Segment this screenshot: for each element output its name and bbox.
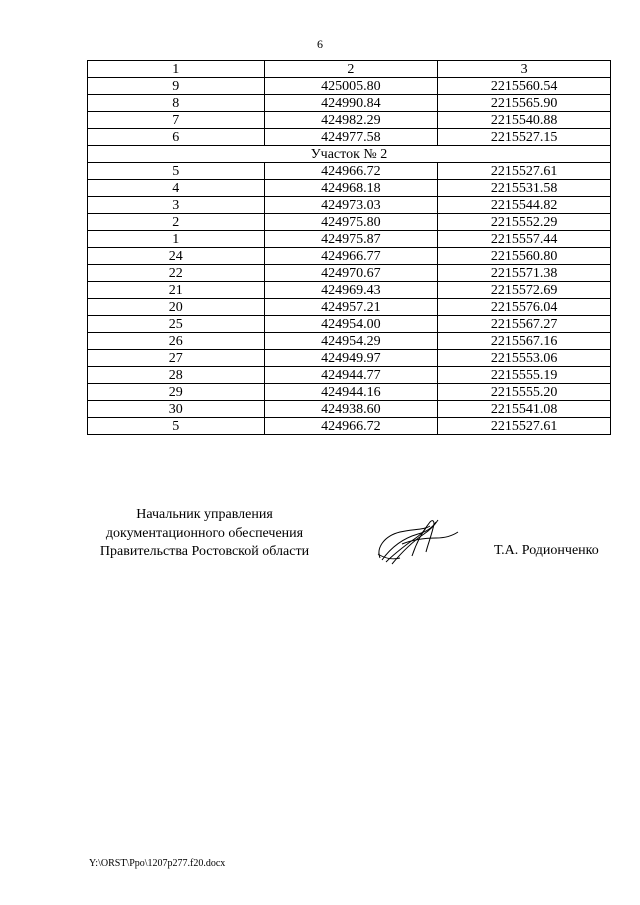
table-row [88, 401, 611, 418]
y-coordinate-cell: 2215552.29 [438, 214, 611, 231]
x-coordinate-cell: 424975.87 [264, 231, 438, 248]
table-row [88, 299, 611, 316]
section-row [88, 146, 611, 163]
x-coordinate-cell: 424944.16 [264, 384, 438, 401]
x-coordinate-cell: 424977.58 [264, 129, 438, 146]
y-coordinate-cell: 2215541.08 [438, 401, 611, 418]
x-coordinate-cell: 2 [264, 61, 438, 78]
y-coordinate-cell: 2215527.61 [438, 163, 611, 180]
signer-position-line: Правительства Ростовской области [99, 544, 310, 559]
y-coordinate-cell: 2215560.80 [438, 248, 611, 265]
x-coordinate-cell: 424969.43 [264, 282, 438, 299]
x-coordinate-cell: 424949.97 [264, 350, 438, 367]
y-coordinate-cell: 2215572.69 [438, 282, 611, 299]
table-row [88, 350, 611, 367]
point-number-cell: 5 [88, 418, 265, 435]
y-coordinate-cell: 2215555.19 [438, 367, 611, 384]
table-row [88, 95, 611, 112]
point-number-cell: 5 [88, 163, 265, 180]
x-coordinate-cell: 424966.72 [264, 418, 438, 435]
y-coordinate-cell: 2215531.58 [438, 180, 611, 197]
table-row [88, 248, 611, 265]
point-number-cell: 2 [88, 214, 265, 231]
coordinates-table [87, 60, 611, 435]
x-coordinate-cell: 424966.72 [264, 163, 438, 180]
point-number-cell: 6 [88, 129, 265, 146]
y-coordinate-cell: 2215553.06 [438, 350, 611, 367]
table-row [88, 78, 611, 95]
y-coordinate-cell: 2215576.04 [438, 299, 611, 316]
x-coordinate-cell: 425005.80 [264, 78, 438, 95]
table-row [88, 129, 611, 146]
point-number-cell: 26 [88, 333, 265, 350]
point-number-cell: 1 [88, 231, 265, 248]
point-number-cell: 30 [88, 401, 265, 418]
x-coordinate-cell: 424982.29 [264, 112, 438, 129]
y-coordinate-cell: 2215527.15 [438, 129, 611, 146]
point-number-cell: 8 [88, 95, 265, 112]
table-row [88, 163, 611, 180]
point-number-cell: 22 [88, 265, 265, 282]
table-row [88, 197, 611, 214]
point-number-cell: 7 [88, 112, 265, 129]
point-number-cell: 9 [88, 78, 265, 95]
y-coordinate-cell: 2215557.44 [438, 231, 611, 248]
table-row [88, 61, 611, 78]
x-coordinate-cell: 424938.60 [264, 401, 438, 418]
signer-position-line: документационного обеспечения [105, 525, 304, 541]
coordinates-table-body [88, 61, 611, 435]
table-row [88, 384, 611, 401]
signature-block [0, 506, 640, 566]
signer-position-line: Начальник управления [136, 507, 273, 522]
x-coordinate-cell: 424990.84 [264, 95, 438, 112]
table-row [88, 282, 611, 299]
point-number-cell: 3 [88, 197, 265, 214]
table-row [88, 316, 611, 333]
y-coordinate-cell: 2215544.82 [438, 197, 611, 214]
x-coordinate-cell: 424957.21 [264, 299, 438, 316]
y-coordinate-cell: 2215567.16 [438, 333, 611, 350]
y-coordinate-cell: 2215567.27 [438, 316, 611, 333]
x-coordinate-cell: 424944.77 [264, 367, 438, 384]
x-coordinate-cell: 424973.03 [264, 197, 438, 214]
signer-name: Т.А. Родионченко [494, 543, 599, 558]
y-coordinate-cell: 2215540.88 [438, 112, 611, 129]
y-coordinate-cell: 2215555.20 [438, 384, 611, 401]
y-coordinate-cell: 2215571.38 [438, 265, 611, 282]
point-number-cell: 1 [88, 61, 265, 78]
y-coordinate-cell: 3 [438, 61, 611, 78]
x-coordinate-cell: 424968.18 [264, 180, 438, 197]
x-coordinate-cell: 424966.77 [264, 248, 438, 265]
table-row [88, 265, 611, 282]
table-row [88, 367, 611, 384]
page-number: 6 [317, 37, 323, 51]
point-number-cell: 21 [88, 282, 265, 299]
table-row [88, 112, 611, 129]
x-coordinate-cell: 424970.67 [264, 265, 438, 282]
file-path: Y:\ORST\Ppo\1207p277.f20.docx [89, 858, 226, 869]
y-coordinate-cell: 2215560.54 [438, 78, 611, 95]
point-number-cell: 4 [88, 180, 265, 197]
point-number-cell: 29 [88, 384, 265, 401]
table-row [88, 418, 611, 435]
section-label: Участок № 2 [88, 146, 611, 163]
table-row [88, 333, 611, 350]
y-coordinate-cell: 2215527.61 [438, 418, 611, 435]
point-number-cell: 20 [88, 299, 265, 316]
x-coordinate-cell: 424954.29 [264, 333, 438, 350]
point-number-cell: 28 [88, 367, 265, 384]
x-coordinate-cell: 424975.80 [264, 214, 438, 231]
table-row [88, 231, 611, 248]
point-number-cell: 24 [88, 248, 265, 265]
point-number-cell: 27 [88, 350, 265, 367]
x-coordinate-cell: 424954.00 [264, 316, 438, 333]
signer-position [87, 506, 322, 562]
table-row [88, 180, 611, 197]
table-row [88, 214, 611, 231]
y-coordinate-cell: 2215565.90 [438, 95, 611, 112]
handwritten-signature [372, 508, 462, 568]
point-number-cell: 25 [88, 316, 265, 333]
